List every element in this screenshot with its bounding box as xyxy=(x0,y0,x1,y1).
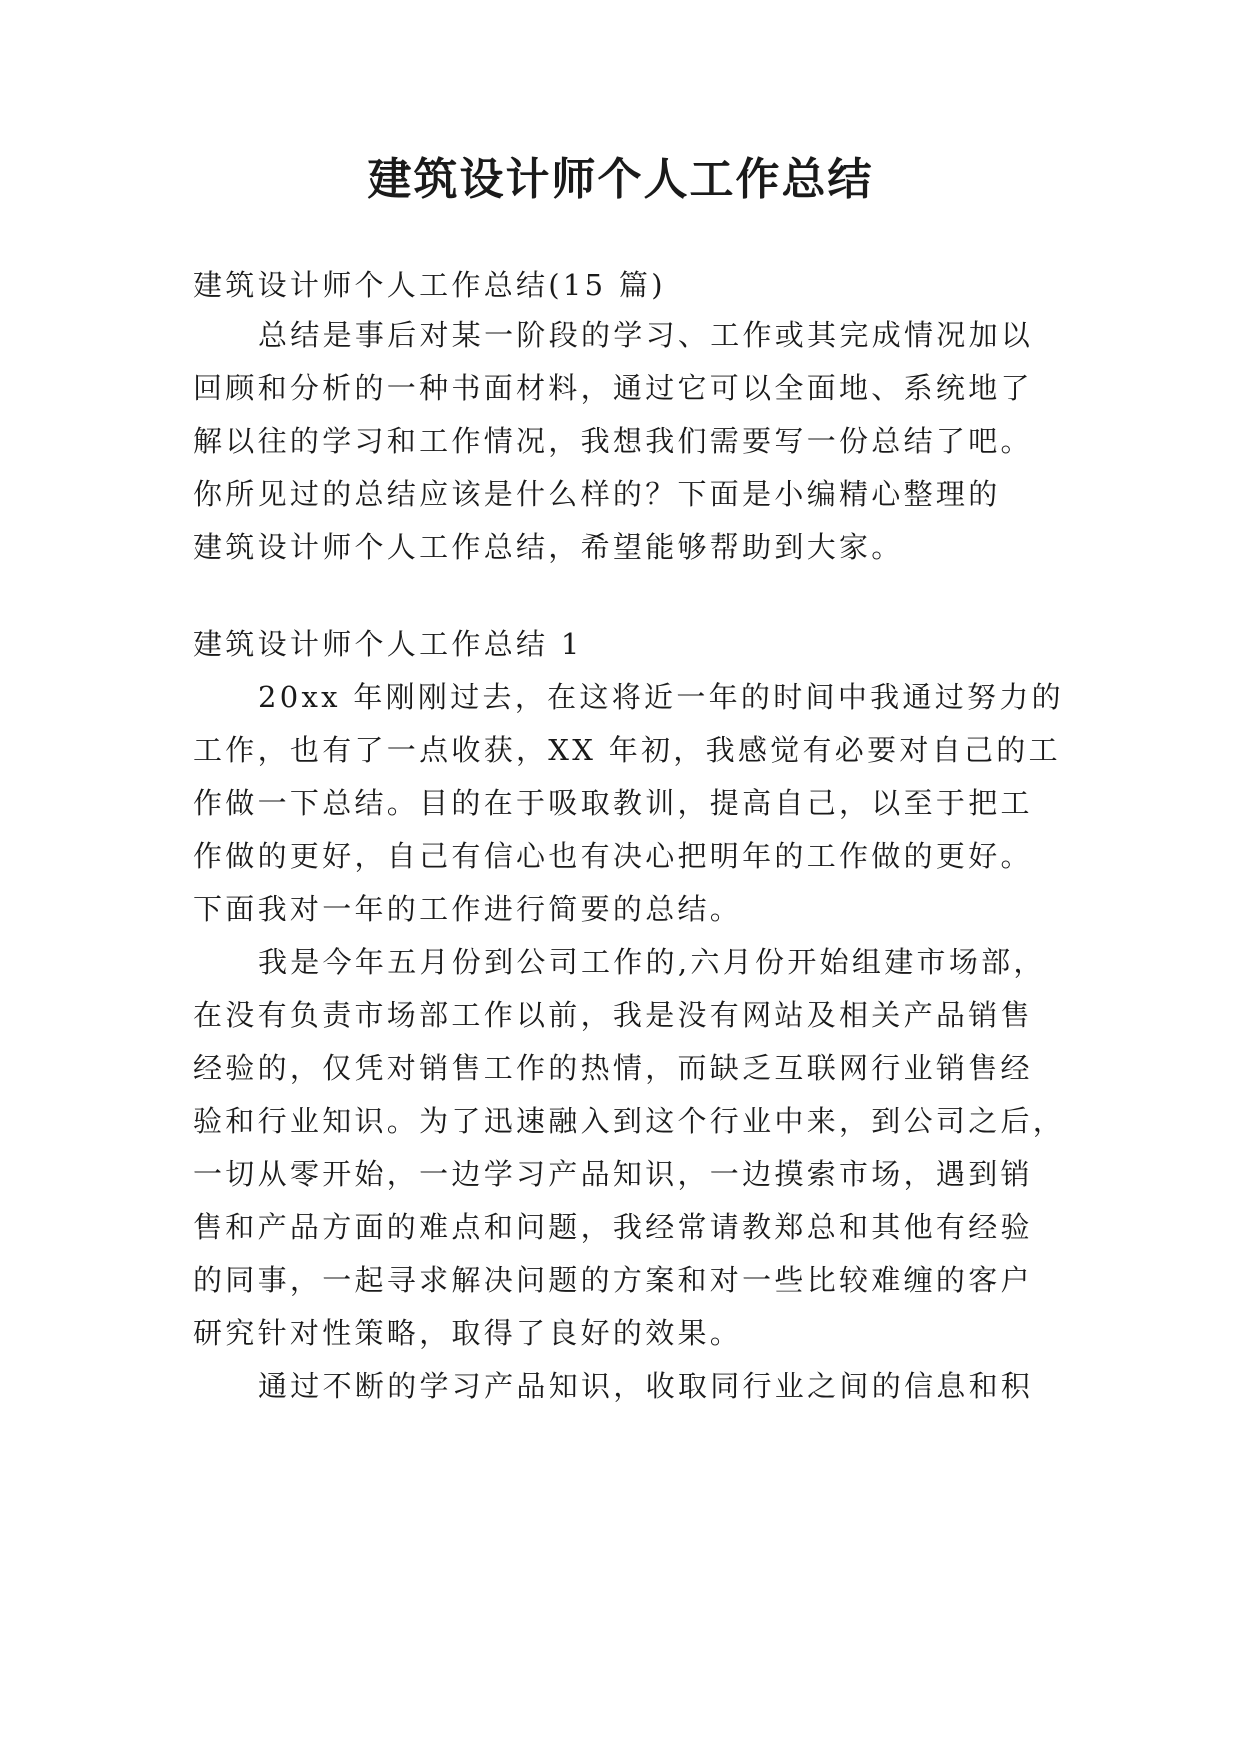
paragraph-line: 20xx 年刚刚过去，在这将近一年的时间中我通过努力的 xyxy=(258,680,1064,714)
section-heading: 建筑设计师个人工作总结 1 xyxy=(193,627,583,661)
intro-line: 建筑设计师个人工作总结，希望能够帮助到大家。 xyxy=(193,530,904,564)
paragraph-line: 研究针对性策略，取得了良好的效果。 xyxy=(193,1316,743,1350)
intro-line: 解以往的学习和工作情况，我想我们需要写一份总结了吧。 xyxy=(193,424,1033,458)
paragraph-line: 作做的更好，自己有信心也有决心把明年的工作做的更好。 xyxy=(193,839,1033,873)
paragraph-line: 下面我对一年的工作进行简要的总结。 xyxy=(193,892,743,926)
paragraph-line: 验和行业知识。为了迅速融入到这个行业中来，到公司之后， xyxy=(193,1104,1066,1138)
document-subtitle: 建筑设计师个人工作总结(15 篇) xyxy=(193,268,666,302)
intro-line: 总结是事后对某一阶段的学习、工作或其完成情况加以 xyxy=(258,318,1034,352)
paragraph-line: 的同事，一起寻求解决问题的方案和对一些比较难缠的客户 xyxy=(193,1263,1033,1297)
document-title: 建筑设计师个人工作总结 xyxy=(367,154,874,205)
paragraph-line: 作做一下总结。目的在于吸取教训，提高自己，以至于把工 xyxy=(193,786,1033,820)
paragraph-line: 我是今年五月份到公司工作的,六月份开始组建市场部， xyxy=(258,945,1046,979)
paragraph-line: 在没有负责市场部工作以前，我是没有网站及相关产品销售 xyxy=(193,998,1033,1032)
paragraph-line: 售和产品方面的难点和问题，我经常请教郑总和其他有经验 xyxy=(193,1210,1033,1244)
paragraph-line: 经验的，仅凭对销售工作的热情，而缺乏互联网行业销售经 xyxy=(193,1051,1033,1085)
paragraph-line: 工作，也有了一点收获，XX 年初，我感觉有必要对自己的工 xyxy=(193,733,1061,767)
intro-line: 你所见过的总结应该是什么样的？下面是小编精心整理的 xyxy=(193,477,1001,511)
intro-line: 回顾和分析的一种书面材料，通过它可以全面地、系统地了 xyxy=(193,371,1033,405)
paragraph-line: 一切从零开始，一边学习产品知识，一边摸索市场，遇到销 xyxy=(193,1157,1033,1191)
paragraph-line: 通过不断的学习产品知识，收取同行业之间的信息和积 xyxy=(258,1369,1034,1403)
